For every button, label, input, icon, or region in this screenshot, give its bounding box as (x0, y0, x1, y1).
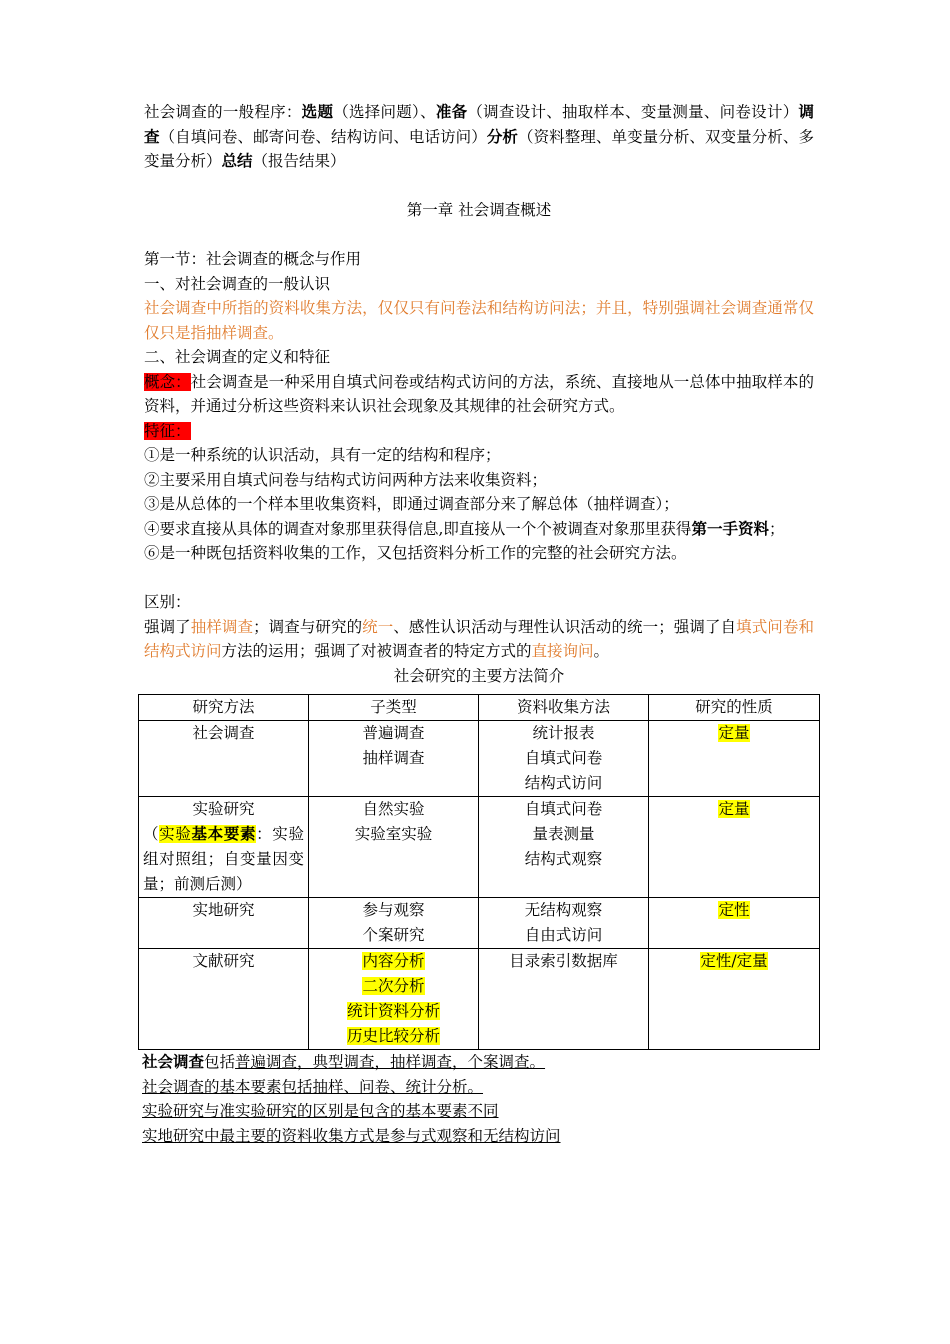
method-note-bold: 基本要素 (191, 825, 257, 843)
method-name: 文献研究 (192, 952, 255, 970)
step-summary-desc: （报告结果） (252, 152, 346, 170)
method-name: 社会调查 (192, 724, 255, 742)
feature-6: ⑥是一种既包括资料收集的工作，又包括资料分析工作的完整的社会研究方法。 (144, 544, 687, 562)
table-header-row (139, 695, 820, 721)
method-cell (139, 949, 309, 1050)
feature-4 (144, 517, 814, 542)
method-cell (139, 797, 309, 898)
diff-orange-2: 统一 (362, 617, 394, 636)
step-analysis: 分析 (486, 127, 518, 146)
note-1-underlined: 普遍调查，典型调查，抽样调查，个案调查。 (235, 1053, 546, 1071)
subtype-item: 自然实验 (362, 800, 425, 818)
chapter-title: 第一章 社会调查概述 (406, 201, 552, 219)
subtype-cell (309, 721, 479, 797)
subtype-item: 个案研究 (362, 926, 425, 944)
step-topic: 选题 (301, 103, 334, 121)
step-prepare-desc: （调查设计、抽取样本、变量测量、问卷设计） (467, 103, 799, 121)
note-1-bold: 社会调查 (142, 1053, 205, 1071)
collection-item: 统计报表 (532, 724, 595, 742)
nature-cell (649, 898, 820, 949)
collection-item: 无结构观察 (524, 901, 603, 919)
feature-3: ③是从总体的一个样本里收集资料，即通过调查部分来了解总体（抽样调查）； (144, 495, 679, 513)
collection-item: 自填式问卷 (524, 749, 603, 767)
header-nature: 研究的性质 (649, 695, 820, 721)
feature-4-text: ④要求直接从具体的调查对象那里获得信息,即直接从一个个被调查对象那里获得 (144, 519, 692, 538)
subtype-item: 统计资料分析 (346, 1002, 440, 1020)
collection-item: 结构式访问 (524, 774, 603, 792)
step-prepare: 准备 (435, 103, 468, 121)
method-cell (139, 721, 309, 797)
subheading-general: 一、对社会调查的一般认识 (144, 274, 331, 293)
method-note-open: （ (143, 825, 160, 843)
subtype-cell (309, 797, 479, 898)
note-2: 社会调查的基本要素包括抽样、问卷、统计分析。 (142, 1077, 484, 1096)
feature-2: ②主要采用自填式问卷与结构式访问两种方法来收集资料； (144, 470, 548, 489)
collection-item: 自由式访问 (524, 926, 603, 944)
table-row (139, 797, 820, 898)
subtype-cell (309, 949, 479, 1050)
diff-text-5: 。 (593, 642, 610, 660)
feature-label: 特征： (144, 421, 191, 440)
subheading-definition: 二、社会调查的定义和特征 (144, 348, 331, 366)
table-caption: 社会研究的主要方法简介 (393, 666, 565, 685)
subtype-item: 实验室实验 (354, 825, 433, 843)
subtype-item: 参与观察 (362, 901, 425, 919)
method-note-rest: ：实验组对照组；自变量因变量；前测后测） (143, 825, 304, 893)
collection-cell (479, 949, 649, 1050)
subtype-item: 普遍调查 (362, 724, 425, 742)
concept-label: 概念： (144, 372, 191, 391)
feature-4-end: ； (768, 519, 785, 538)
header-collection: 资料收集方法 (479, 695, 649, 721)
nature-badge: 定性/定量 (700, 952, 768, 970)
method-name: 实验研究 (192, 800, 255, 818)
step-topic-desc: （选择问题）、 (333, 103, 436, 121)
method-note-highlight (159, 825, 256, 843)
diff-orange-3: 填式问卷和结构式访问 (144, 617, 814, 660)
nature-badge: 定量 (718, 724, 750, 742)
note-3: 实验研究与准实验研究的区别是包含的基本要素不同 (142, 1102, 499, 1120)
step-survey: 调查 (144, 103, 814, 146)
table-row (139, 949, 820, 1050)
subtype-cell (309, 898, 479, 949)
table-row (139, 721, 820, 797)
collection-item: 目录索引数据库 (509, 952, 618, 970)
document-page (144, 100, 814, 1148)
table-row (139, 898, 820, 949)
subtype-item: 抽样调查 (362, 749, 425, 767)
step-analysis-desc: （资料整理、单变量分析、双变量分析、多变量分析） (144, 127, 814, 170)
note-4: 实地研究中最主要的资料收集方式是参与式观察和无结构访问 (142, 1126, 561, 1145)
step-survey-desc: （自填问卷、邮寄问卷、结构访问、电话访问） (159, 127, 487, 146)
nature-cell (649, 721, 820, 797)
subtype-item: 内容分析 (362, 952, 425, 970)
header-method: 研究方法 (139, 695, 309, 721)
subtype-item: 二次分析 (362, 977, 425, 995)
feature-4-bold: 第一手资料 (691, 519, 769, 538)
collection-cell (479, 721, 649, 797)
concept-paragraph (144, 370, 814, 419)
diff-text-3: 、感性认识活动与理性认识活动的统一；强调了自 (393, 617, 737, 636)
difference-label: 区别： (144, 593, 191, 611)
collection-cell (479, 797, 649, 898)
collection-item: 自填式问卷 (524, 800, 603, 818)
diff-text-4: 方法的运用；强调了对被调查者的特定方式的 (221, 642, 532, 660)
note-1 (142, 1050, 814, 1075)
diff-text-1: 强调了 (144, 617, 191, 636)
general-body: 社会调查中所指的资料收集方法，仅仅只有问卷法和结构访问法；并且，特别强调社会调查通常仅仅只是指抽样调查。 (144, 299, 814, 342)
step-summary: 总结 (221, 152, 253, 170)
collection-cell (479, 898, 649, 949)
methods-table (138, 694, 820, 1050)
method-name: 实地研究 (192, 901, 255, 919)
procedure-paragraph (144, 100, 814, 174)
nature-badge: 定量 (718, 800, 750, 818)
diff-orange-1: 抽样调查 (190, 617, 254, 636)
collection-item: 结构式观察 (524, 850, 603, 868)
method-cell (139, 898, 309, 949)
nature-cell (649, 949, 820, 1050)
section-title: 第一节：社会调查的概念与作用 (144, 250, 362, 268)
procedure-lead: 社会调查的一般程序： (144, 103, 302, 121)
difference-body (144, 615, 814, 664)
concept-text: 社会调查是一种采用自填式问卷或结构式访问的方法，系统、直接地从一总体中抽取样本的资料，并通过分析这些资料来认识社会现象及其规律的社会研究方式。 (144, 372, 814, 415)
collection-item: 量表测量 (532, 825, 595, 843)
feature-1: ①是一种系统的认识活动，具有一定的结构和程序； (144, 446, 501, 464)
subtype-item: 历史比较分析 (346, 1027, 440, 1045)
feature-label-line (144, 419, 814, 444)
method-note-hl-text: 实验 (159, 825, 192, 843)
nature-cell (649, 797, 820, 898)
diff-text-2: ；调查与研究的 (253, 617, 363, 636)
diff-orange-4: 直接询问 (531, 642, 594, 660)
method-note (143, 822, 304, 897)
header-subtype: 子类型 (309, 695, 479, 721)
nature-badge: 定性 (718, 901, 750, 919)
note-1-mid: 包括 (204, 1053, 236, 1071)
